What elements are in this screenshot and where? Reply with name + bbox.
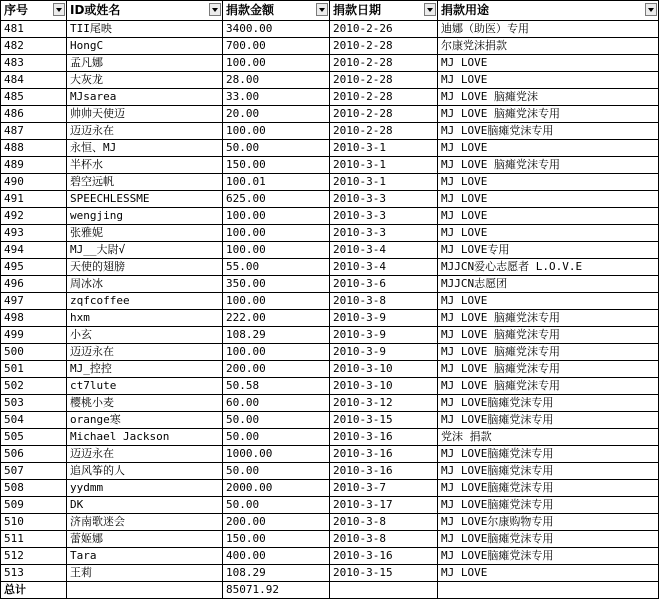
- table-row: [1, 480, 659, 497]
- cell-purpose[interactable]: MJ LOVE: [438, 225, 659, 242]
- table-row: [1, 412, 659, 429]
- cell-date[interactable]: 2010-3-3: [330, 191, 438, 208]
- cell-id-no[interactable]: 486: [1, 106, 67, 123]
- cell-name[interactable]: MJsarea: [67, 89, 223, 106]
- filter-dropdown-icon[interactable]: [316, 3, 328, 16]
- cell-date[interactable]: 2010-3-7: [330, 480, 438, 497]
- cell-purpose[interactable]: MJ LOVE 脑瘫党沫: [438, 89, 659, 106]
- cell-id-no[interactable]: 484: [1, 72, 67, 89]
- cell-amount[interactable]: 100.00: [223, 293, 330, 310]
- cell-purpose[interactable]: MJ LOVE 脑瘫党沫专用: [438, 361, 659, 378]
- cell-amount[interactable]: 28.00: [223, 72, 330, 89]
- filter-dropdown-icon[interactable]: [53, 3, 65, 16]
- cell-date[interactable]: 2010-3-17: [330, 497, 438, 514]
- cell-id-no[interactable]: 502: [1, 378, 67, 395]
- cell-purpose[interactable]: MJ LOVE: [438, 208, 659, 225]
- cell-id-no[interactable]: 488: [1, 140, 67, 157]
- table-row: [1, 293, 659, 310]
- cell-name[interactable]: 迈迈永在: [67, 344, 223, 361]
- table-row: [1, 565, 659, 582]
- cell-purpose[interactable]: MJ LOVE: [438, 72, 659, 89]
- filter-dropdown-icon[interactable]: [424, 3, 436, 16]
- cell-name[interactable]: 天使的翅膀: [67, 259, 223, 276]
- cell-amount[interactable]: 100.00: [223, 344, 330, 361]
- cell-purpose[interactable]: MJ LOVE尔康购物专用: [438, 514, 659, 531]
- table-row: [1, 106, 659, 123]
- cell-id-no[interactable]: 501: [1, 361, 67, 378]
- cell-amount[interactable]: 100.00: [223, 55, 330, 72]
- cell-date[interactable]: 2010-2-28: [330, 106, 438, 123]
- cell-id-no[interactable]: 513: [1, 565, 67, 582]
- cell-id-no[interactable]: 491: [1, 191, 67, 208]
- cell-purpose[interactable]: MJ LOVE: [438, 565, 659, 582]
- cell-name[interactable]: ct7lute: [67, 378, 223, 395]
- cell-id-no[interactable]: 497: [1, 293, 67, 310]
- cell-name[interactable]: MJ_控控: [67, 361, 223, 378]
- cell-date[interactable]: 2010-3-8: [330, 293, 438, 310]
- cell-id-no[interactable]: 492: [1, 208, 67, 225]
- cell-id-no[interactable]: 489: [1, 157, 67, 174]
- cell-amount[interactable]: 200.00: [223, 514, 330, 531]
- cell-date[interactable]: 2010-3-6: [330, 276, 438, 293]
- cell-id-no[interactable]: 490: [1, 174, 67, 191]
- cell-name[interactable]: 樱桃小麦: [67, 395, 223, 412]
- cell-name[interactable]: 迈迈永在: [67, 446, 223, 463]
- cell-purpose[interactable]: MJ LOVE脑瘫党沫专用: [438, 548, 659, 565]
- header-label: 捐款日期: [333, 3, 382, 17]
- cell-purpose[interactable]: MJ LOVE脑瘫党沫专用: [438, 446, 659, 463]
- cell-id-no[interactable]: 495: [1, 259, 67, 276]
- table-row: [1, 327, 659, 344]
- cell-date[interactable]: 2010-3-16: [330, 463, 438, 480]
- cell-purpose[interactable]: 党沫 捐款: [438, 429, 659, 446]
- cell-amount[interactable]: 2000.00: [223, 480, 330, 497]
- table-row: [1, 531, 659, 548]
- total-label[interactable]: 总计: [1, 582, 67, 599]
- header-date: [330, 1, 438, 21]
- cell-name[interactable]: 半杯水: [67, 157, 223, 174]
- cell-purpose[interactable]: MJ LOVE脑瘫党沫专用: [438, 395, 659, 412]
- cell-id-no[interactable]: 506: [1, 446, 67, 463]
- table-row: [1, 259, 659, 276]
- cell-name[interactable]: 周冰冰: [67, 276, 223, 293]
- cell-amount[interactable]: 3400.00: [223, 21, 330, 38]
- table-row: [1, 395, 659, 412]
- cell-id-no[interactable]: 504: [1, 412, 67, 429]
- cell-name[interactable]: 帅帅天使迈: [67, 106, 223, 123]
- header-name: [67, 1, 223, 21]
- cell-purpose[interactable]: MJ LOVE脑瘫党沫专用: [438, 497, 659, 514]
- total-amount[interactable]: 85071.92: [223, 582, 330, 599]
- cell-name[interactable]: 碧空远帆: [67, 174, 223, 191]
- table-row: [1, 208, 659, 225]
- cell-amount[interactable]: 150.00: [223, 531, 330, 548]
- cell-amount[interactable]: 33.00: [223, 89, 330, 106]
- cell-id-no[interactable]: 500: [1, 344, 67, 361]
- cell-name[interactable]: Michael Jackson: [67, 429, 223, 446]
- table-row: [1, 55, 659, 72]
- cell-id-no[interactable]: 483: [1, 55, 67, 72]
- cell-name[interactable]: wengjing: [67, 208, 223, 225]
- cell-date[interactable]: 2010-2-28: [330, 123, 438, 140]
- table-row: [1, 463, 659, 480]
- cell-id-no[interactable]: 510: [1, 514, 67, 531]
- cell-purpose[interactable]: MJ LOVE脑瘫党沫专用: [438, 412, 659, 429]
- cell-name[interactable]: orange寒: [67, 412, 223, 429]
- table-row: [1, 514, 659, 531]
- cell-date[interactable]: 2010-3-9: [330, 310, 438, 327]
- cell-date[interactable]: 2010-3-9: [330, 344, 438, 361]
- cell-purpose[interactable]: MJ LOVE: [438, 191, 659, 208]
- cell-name[interactable]: 孟凡娜: [67, 55, 223, 72]
- header-amount: [223, 1, 330, 21]
- table-row: [1, 242, 659, 259]
- cell-date[interactable]: 2010-3-1: [330, 140, 438, 157]
- cell-amount[interactable]: 50.00: [223, 140, 330, 157]
- cell-amount[interactable]: 20.00: [223, 106, 330, 123]
- table-row: [1, 378, 659, 395]
- cell-amount[interactable]: 700.00: [223, 38, 330, 55]
- cell-date[interactable]: 2010-3-15: [330, 565, 438, 582]
- cell-name[interactable]: MJ__大尉√: [67, 242, 223, 259]
- cell-id-no[interactable]: 503: [1, 395, 67, 412]
- table-row: [1, 446, 659, 463]
- cell-purpose[interactable]: 迪娜（助医）专用: [438, 21, 659, 38]
- cell-date[interactable]: 2010-3-10: [330, 361, 438, 378]
- cell-id-no[interactable]: 493: [1, 225, 67, 242]
- cell-id-no[interactable]: 512: [1, 548, 67, 565]
- cell-id-no[interactable]: 511: [1, 531, 67, 548]
- cell-name[interactable]: Tara: [67, 548, 223, 565]
- cell-amount[interactable]: 100.00: [223, 208, 330, 225]
- cell-id-no[interactable]: 499: [1, 327, 67, 344]
- cell-date[interactable]: 2010-3-9: [330, 327, 438, 344]
- cell-date[interactable]: 2010-3-10: [330, 378, 438, 395]
- cell-id-no[interactable]: 507: [1, 463, 67, 480]
- cell-name[interactable]: 追风筝的人: [67, 463, 223, 480]
- cell-name[interactable]: HongC: [67, 38, 223, 55]
- cell-id-no[interactable]: 509: [1, 497, 67, 514]
- cell-id-no[interactable]: 505: [1, 429, 67, 446]
- cell-amount[interactable]: 400.00: [223, 548, 330, 565]
- cell-purpose[interactable]: MJ LOVE 脑瘫党沫专用: [438, 106, 659, 123]
- cell-name[interactable]: 大灰龙: [67, 72, 223, 89]
- cell-date[interactable]: 2010-3-16: [330, 548, 438, 565]
- cell-name[interactable]: TII尾映: [67, 21, 223, 38]
- cell-id-no[interactable]: 494: [1, 242, 67, 259]
- cell-amount[interactable]: 50.00: [223, 429, 330, 446]
- filter-dropdown-icon[interactable]: [645, 3, 657, 16]
- cell-purpose[interactable]: MJ LOVE脑瘫党沫专用: [438, 463, 659, 480]
- total-empty-cell[interactable]: [67, 582, 223, 599]
- cell-date[interactable]: 2010-3-8: [330, 531, 438, 548]
- total-empty-cell[interactable]: [330, 582, 438, 599]
- cell-purpose[interactable]: MJ LOVE脑瘫党沫专用: [438, 480, 659, 497]
- table-row: [1, 157, 659, 174]
- cell-name[interactable]: 迈迈永在: [67, 123, 223, 140]
- table-row: [1, 497, 659, 514]
- cell-id-no[interactable]: 481: [1, 21, 67, 38]
- cell-date[interactable]: 2010-3-1: [330, 157, 438, 174]
- cell-purpose[interactable]: MJJCN爱心志愿者 L.O.V.E: [438, 259, 659, 276]
- cell-name[interactable]: zqfcoffee: [67, 293, 223, 310]
- header-label: ID或姓名: [70, 3, 121, 17]
- cell-amount[interactable]: 50.58: [223, 378, 330, 395]
- cell-name[interactable]: 张雅妮: [67, 225, 223, 242]
- table-row: [1, 140, 659, 157]
- cell-name[interactable]: hxm: [67, 310, 223, 327]
- cell-name[interactable]: 王莉: [67, 565, 223, 582]
- cell-amount[interactable]: 50.00: [223, 412, 330, 429]
- cell-name[interactable]: 蕾姬娜: [67, 531, 223, 548]
- cell-amount[interactable]: 108.29: [223, 327, 330, 344]
- cell-name[interactable]: 小玄: [67, 327, 223, 344]
- cell-amount[interactable]: 60.00: [223, 395, 330, 412]
- cell-purpose[interactable]: MJ LOVE 脑瘫党沫专用: [438, 344, 659, 361]
- cell-name[interactable]: 永恒、MJ: [67, 140, 223, 157]
- table-row: [1, 191, 659, 208]
- cell-amount[interactable]: 100.00: [223, 225, 330, 242]
- cell-date[interactable]: 2010-3-4: [330, 259, 438, 276]
- cell-id-no[interactable]: 487: [1, 123, 67, 140]
- total-row: [1, 582, 659, 599]
- cell-amount[interactable]: 100.00: [223, 123, 330, 140]
- cell-name[interactable]: SPEECHLESSME: [67, 191, 223, 208]
- cell-purpose[interactable]: MJ LOVE: [438, 55, 659, 72]
- table-row: [1, 361, 659, 378]
- cell-name[interactable]: DK: [67, 497, 223, 514]
- header-label: 捐款金额: [226, 3, 275, 17]
- total-empty-cell[interactable]: [438, 582, 659, 599]
- cell-purpose[interactable]: MJ LOVE: [438, 174, 659, 191]
- table-row: [1, 225, 659, 242]
- cell-purpose[interactable]: MJ LOVE 脑瘫党沫专用: [438, 378, 659, 395]
- table-row: [1, 548, 659, 565]
- table-row: [1, 89, 659, 106]
- cell-id-no[interactable]: 485: [1, 89, 67, 106]
- cell-purpose[interactable]: MJ LOVE脑瘫党沫专用: [438, 123, 659, 140]
- table-row: [1, 276, 659, 293]
- header-purpose: [438, 1, 659, 21]
- cell-id-no[interactable]: 482: [1, 38, 67, 55]
- cell-amount[interactable]: 200.00: [223, 361, 330, 378]
- cell-date[interactable]: 2010-3-4: [330, 242, 438, 259]
- cell-purpose[interactable]: 尔康党沫捐款: [438, 38, 659, 55]
- cell-name[interactable]: 济南歌迷会: [67, 514, 223, 531]
- cell-amount[interactable]: 100.00: [223, 242, 330, 259]
- cell-amount[interactable]: 50.00: [223, 463, 330, 480]
- cell-purpose[interactable]: MJ LOVE: [438, 293, 659, 310]
- table-row: [1, 174, 659, 191]
- table-row: [1, 38, 659, 55]
- table-row: [1, 310, 659, 327]
- cell-amount[interactable]: 100.01: [223, 174, 330, 191]
- cell-amount[interactable]: 350.00: [223, 276, 330, 293]
- cell-amount[interactable]: 55.00: [223, 259, 330, 276]
- filter-dropdown-icon[interactable]: [209, 3, 221, 16]
- cell-date[interactable]: 2010-2-28: [330, 55, 438, 72]
- cell-purpose[interactable]: MJ LOVE脑瘫党沫专用: [438, 531, 659, 548]
- cell-date[interactable]: 2010-3-3: [330, 225, 438, 242]
- cell-amount[interactable]: 222.00: [223, 310, 330, 327]
- cell-amount[interactable]: 625.00: [223, 191, 330, 208]
- table-row: [1, 344, 659, 361]
- cell-amount[interactable]: 108.29: [223, 565, 330, 582]
- cell-date[interactable]: 2010-3-15: [330, 412, 438, 429]
- cell-purpose[interactable]: MJ LOVE: [438, 140, 659, 157]
- cell-purpose[interactable]: MJ LOVE 脑瘫党沫专用: [438, 310, 659, 327]
- table-row: [1, 72, 659, 89]
- cell-date[interactable]: 2010-3-1: [330, 174, 438, 191]
- header-label: 序号: [4, 3, 29, 17]
- cell-id-no[interactable]: 496: [1, 276, 67, 293]
- cell-purpose[interactable]: MJ LOVE专用: [438, 242, 659, 259]
- cell-id-no[interactable]: 508: [1, 480, 67, 497]
- header-label: 捐款用途: [441, 3, 490, 17]
- cell-id-no[interactable]: 498: [1, 310, 67, 327]
- cell-amount[interactable]: 150.00: [223, 157, 330, 174]
- header-id-no: [1, 1, 67, 21]
- cell-purpose[interactable]: MJ LOVE 脑瘫党沫专用: [438, 327, 659, 344]
- header-row: [1, 1, 659, 21]
- cell-date[interactable]: 2010-2-26: [330, 21, 438, 38]
- table-row: [1, 429, 659, 446]
- table-row: [1, 123, 659, 140]
- table-row: [1, 21, 659, 38]
- cell-purpose[interactable]: MJ LOVE 脑瘫党沫专用: [438, 157, 659, 174]
- cell-date[interactable]: 2010-3-16: [330, 429, 438, 446]
- cell-purpose[interactable]: MJJCN志愿团: [438, 276, 659, 293]
- cell-date[interactable]: 2010-2-28: [330, 72, 438, 89]
- cell-date[interactable]: 2010-3-12: [330, 395, 438, 412]
- cell-date[interactable]: 2010-2-28: [330, 89, 438, 106]
- cell-date[interactable]: 2010-3-8: [330, 514, 438, 531]
- cell-date[interactable]: 2010-2-28: [330, 38, 438, 55]
- cell-date[interactable]: 2010-3-16: [330, 446, 438, 463]
- cell-amount[interactable]: 1000.00: [223, 446, 330, 463]
- cell-name[interactable]: yydmm: [67, 480, 223, 497]
- cell-date[interactable]: 2010-3-3: [330, 208, 438, 225]
- cell-amount[interactable]: 50.00: [223, 497, 330, 514]
